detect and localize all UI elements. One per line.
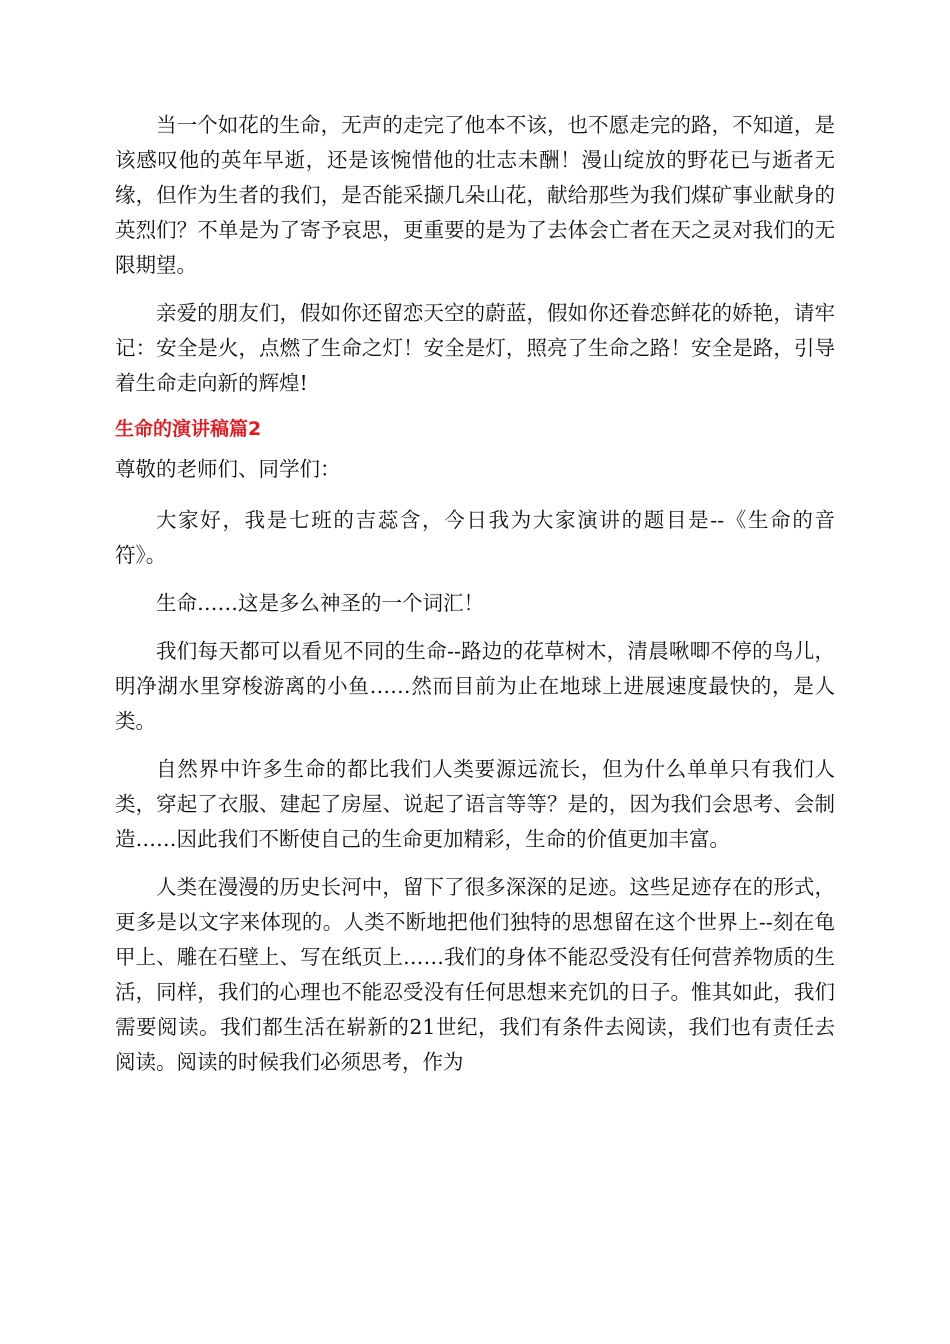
paragraph-greeting: 大家好，我是七班的吉蕊含，今日我为大家演讲的题目是--《生命的音符》。 [115, 508, 835, 567]
paragraph-mourning: 当一个如花的生命，无声的走完了他本不该，也不愿走完的路，不知道，是该感叹他的英年早逝，还是该惋惜他的壮志未酬！漫山绽放的野花已与逝者无缘，但作为生者的我们，是否能采撷几朵山花，献给那些为我们煤矿事业献身的英烈们？不单是为了寄予哀思，更重要的是为了去体会亡者在天之灵对我们的无限期望。 [115, 113, 835, 277]
section-heading: 生命的演讲稿篇2 [115, 418, 262, 440]
paragraph-nature: 自然界中许多生命的都比我们人类要源远流长，但为什么单单只有我们人类，穿起了衣服、建起了房屋、说起了语言等等？是的，因为我们会思考、会制造……因此我们不断使自己的生命更加精彩，生命的价值更加丰富。 [115, 757, 835, 851]
paragraph-life: 生命……这是多么神圣的一个词汇！ [156, 591, 484, 615]
salutation: 尊敬的老师们、同学们： [115, 457, 341, 481]
paragraph-every-day: 我们每天都可以看见不同的生命--路边的花草树木，清晨啾唧不停的鸟儿，明净湖水里穿梭游离的小鱼……然而目前为止在地球上进展速度最快的，是人类。 [115, 639, 835, 733]
document-page [115, 108, 835, 1080]
paragraph-history: 人类在漫漫的历史长河中，留下了很多深深的足迹。这些足迹存在的形式，更多是以文字来体现的。人类不断地把他们独特的思想留在这个世界上--刻在龟甲上、雕在石壁上、写在纸页上……我们的身体不能忍受没有任何营养物质的生活，同样，我们的心理也不能忍受没有任何思想来充饥的日子。惟其如此，我们需要阅读。我们都生活在崭新的21世纪，我们有条件去阅读，我们也有责任去阅读。阅读的时候我们必须思考，作为 [115, 875, 835, 1074]
paragraph-safety: 亲爱的朋友们，假如你还留恋天空的蔚蓝，假如你还眷恋鲜花的娇艳，请牢记：安全是火，点燃了生命之灯！安全是灯，照亮了生命之路！安全是路，引导着生命走向新的辉煌! [115, 301, 835, 395]
